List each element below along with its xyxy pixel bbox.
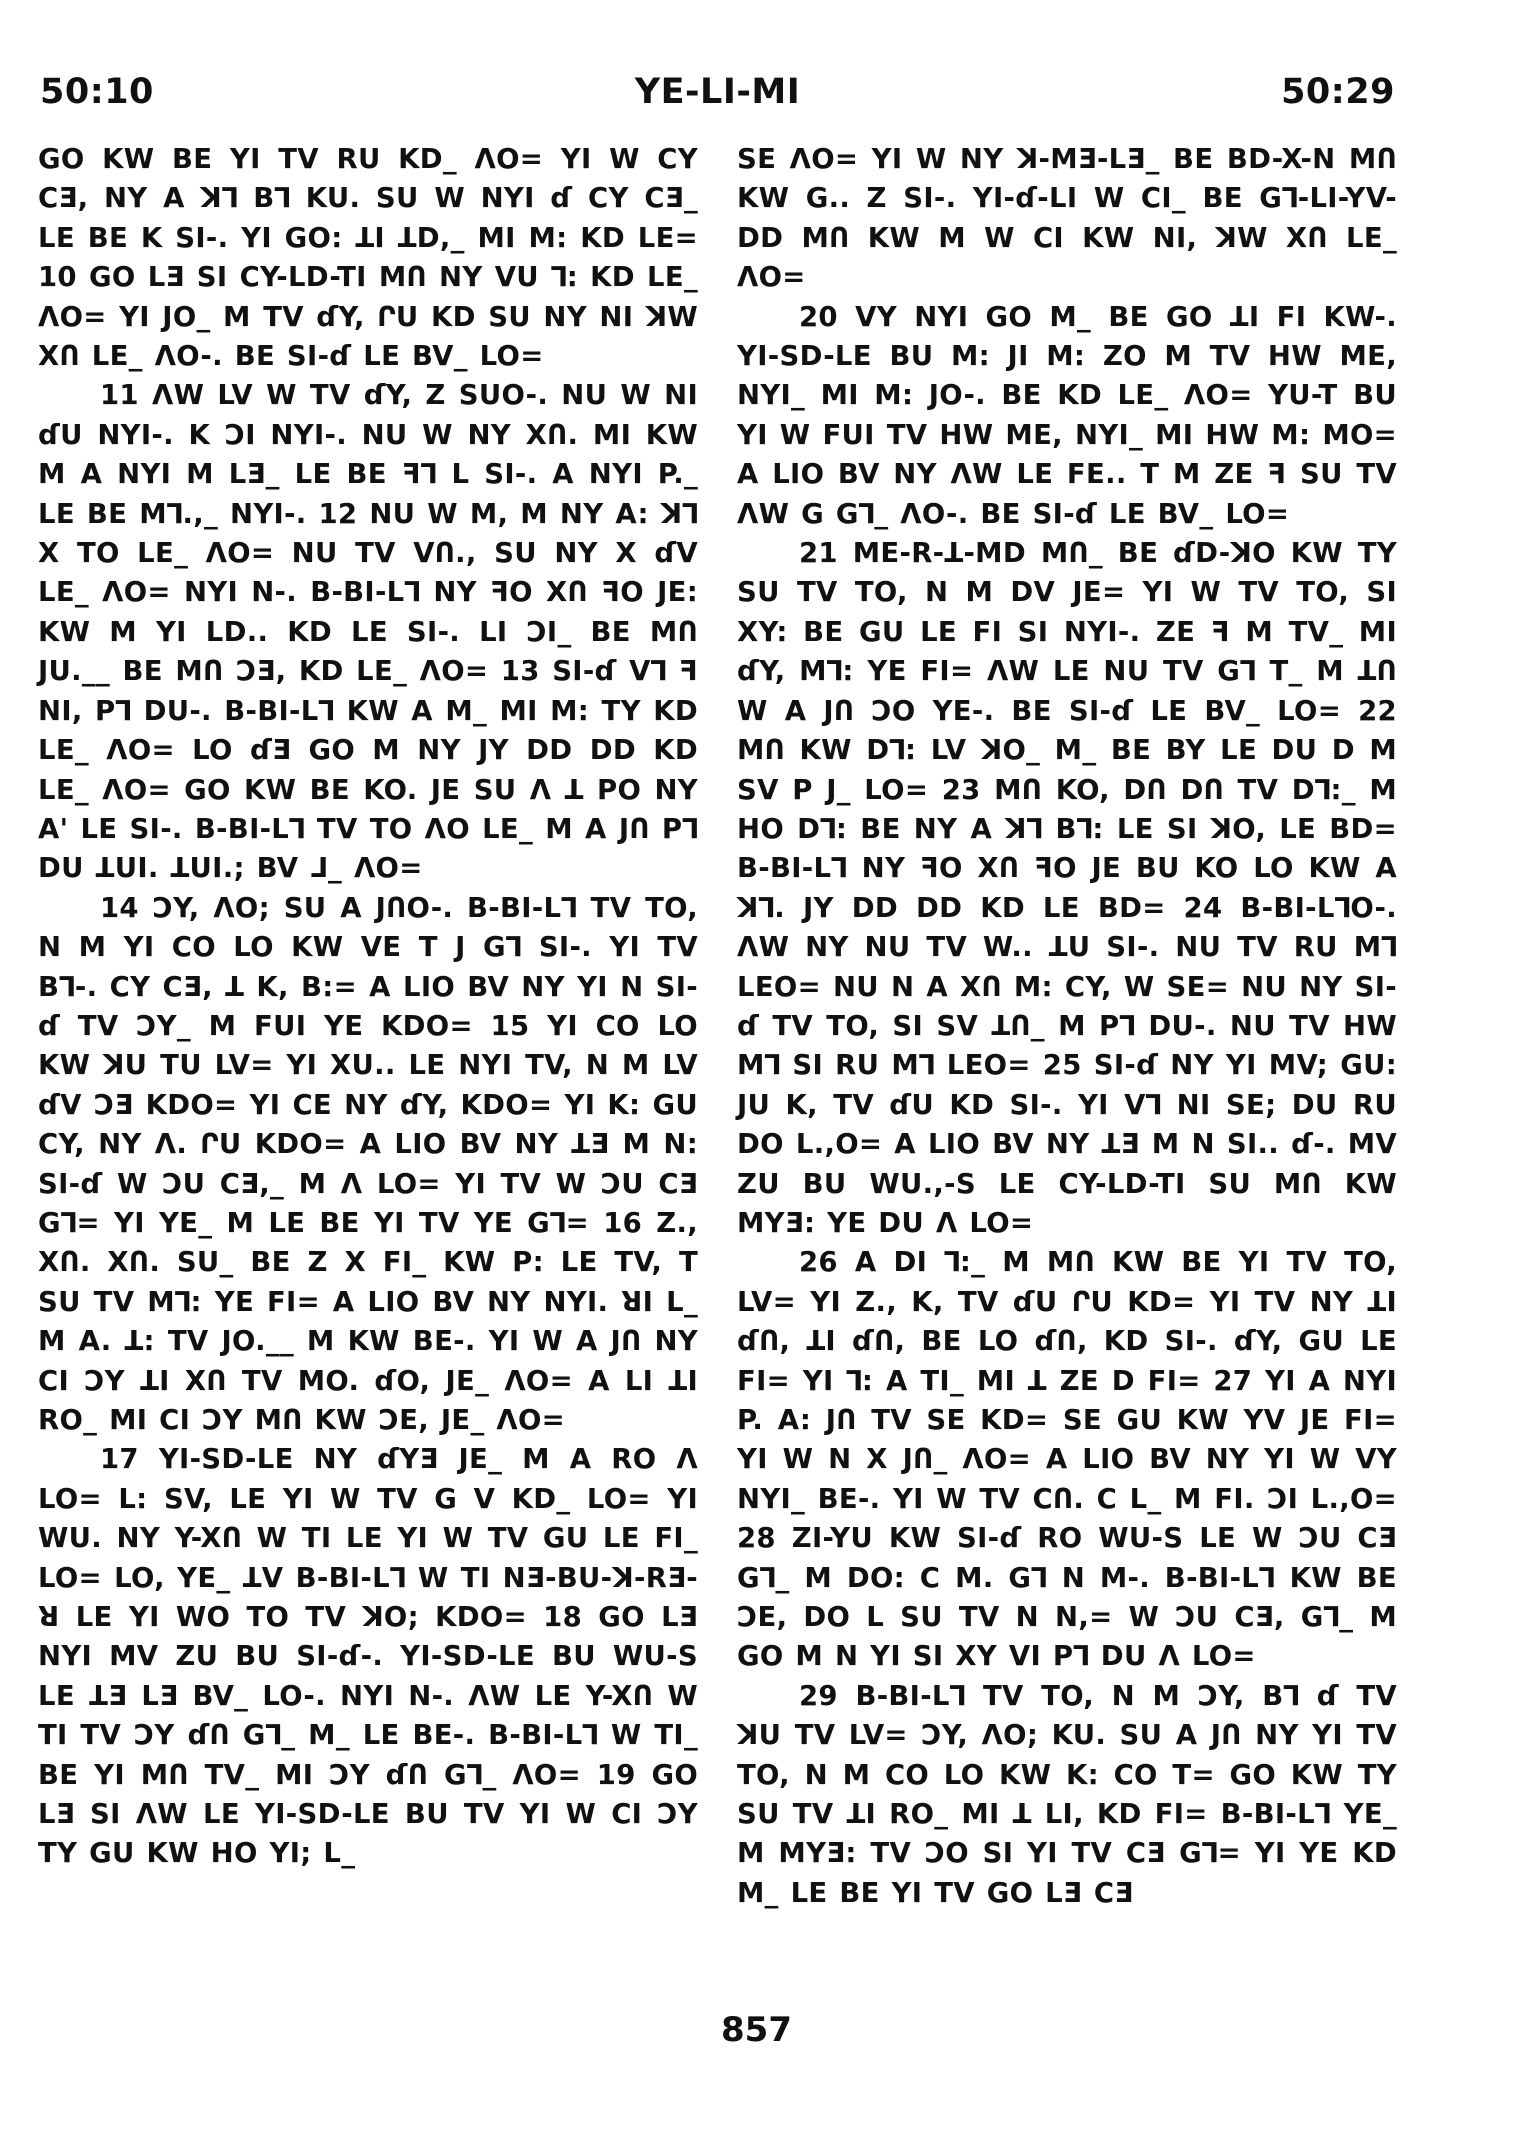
header-chapter-verse-start: 50:10 <box>40 72 154 112</box>
paragraph: 14 ƆY, ΛO; SU A JՈO-. B-BI-Lꓶ TV TO, N M YI CO LO KW VE T J Gꓶ SI-. YI TV Bꓶ-. CY CƎ, ꓕ K, B:= A LIO BV NY YI N SI-ɗ TV ƆY_ M FUI YE KDO= 15 YI CO LO KW ꓘU TU LV= YI XU.. LE NYI TV, N M LV ɗV ƆƎ KDO= YI CE NY ɗY, KDO= YI K: GU CY, NY Λ. ՐU KDO= A LIO BV NY ꓕƎ M N: SI-ɗ W ƆU CƎ,_ M Λ LO= YI TV W ƆU CƎ Gꓶ= YI YE_ M LE BE YI TV YE Gꓶ= 16 Z., XՈ. XՈ. SU_ BE Z X FI_ KW P: LE TV, T SU TV Mꓶ: YE FI= A LIO BV NY NYI. ꓤI L_ M A. ꓕ: TV JO.__ M KW BE-. YI W A JՈ NY CI ƆY ꓕI XՈ TV MO. ɗO, JE_ ΛO= A LI ꓕI RO_ MI CI ƆY MՈ KW ƆE, JE_ ΛO= <box>38 891 698 1436</box>
paragraph: 17 YI-SD-LE NY ɗYƎ JE_ M A RO Λ LO= L: SV, LE YI W TV G V KD_ LO= YI WU. NY Y-XՈ W TI LE YI W TV GU LE FI_ LO= LO, YE_ ꓕV B-BI-Lꓶ W TI NƎ-BU-ꓘ-RƎ-ꓤ LE YI WO TO TV ꓘO; KDO= 18 GO LƎ NYI MV ZU BU SI-ɗ-. YI-SD-LE BU WU-S LE ꓕƎ LƎ BV_ LO-. NYI N-. ΛW LE Y-XՈ W TI TV ƆY ɗՈ Gꓶ_ M_ LE BE-. B-BI-Lꓶ W TI_ BE YI MՈ TV_ MI ƆY ɗՈ Gꓶ_ ΛO= 19 GO LƎ SI ΛW LE YI-SD-LE BU TV YI W CI ƆY TY GU KW HO YI; L_ <box>38 1443 698 1870</box>
paragraph: GO KW BE YI TV RU KD_ ΛO= YI W CY CƎ, NY A ꓘꓶ Bꓶ KU. SU W NYI ɗ CY CƎ_ LE BE K SI-. YI GO: ꓕI ꓕD,_ MI M: KD LE= 10 GO LƎ SI CY-LD-TI MՈ NY VU ꓶ: KD LE_ ΛO= YI JO_ M TV ɗY, ՐU KD SU NY NI ꓘW XՈ LE_ ΛO-. BE SI-ɗ LE BV_ LO= <box>38 143 698 373</box>
paragraph: SE ΛO= YI W NY ꓘ-MƎ-LƎ_ BE BD-X-N MՈ KW G.. Z SI-. YI-ɗ-LI W CI_ BE Gꓶ-LI-YV-DD MՈ KW M W CI KW NI, ꓘW XՈ LE_ ΛO= <box>737 143 1397 294</box>
header-chapter-verse-end: 50:29 <box>1281 72 1395 112</box>
paragraph: 26 A DI ꓶ:_ M MՈ KW BE YI TV TO, LV= YI Z., K, TV ɗU ՐU KD= YI TV NY ꓕI ɗՈ, ꓕI ɗՈ, BE LO ɗՈ, KD SI-. ɗY, GU LE FI= YI ꓶ: A TI_ MI ꓕ ZE D FI= 27 YI A NYI P. A: JՈ TV SE KD= SE GU KW YV JE FI= YI W N X JՈ_ ΛO= A LIO BV NY YI W VY NYI_ BE-. YI W TV CՈ. C L_ M FI. ƆI L.,O= 28 ZI-YU KW SI-ɗ RO WU-S LE W ƆU CƎ Gꓶ_ M DO: C M. Gꓶ N M-. B-BI-Lꓶ KW BE ƆE, DO L SU TV N N,= W ƆU CƎ, Gꓶ_ M GO M N YI SI XY VI Pꓶ DU Λ LO= <box>737 1246 1397 1673</box>
paragraph: 20 VY NYI GO M_ BE GO ꓕI FI KW-. YI-SD-LE BU M: JI M: ZO M TV HW ME, NYI_ MI M: JO-. BE KD LE_ ΛO= YU-T BU YI W FUI TV HW ME, NYI_ MI HW M: MO= A LIO BV NY ΛW LE FE.. T M ZE ꟻ SU TV ΛW G Gꓶ_ ΛO-. BE SI-ɗ LE BV_ LO= <box>737 300 1397 530</box>
left-text-column <box>38 140 698 1874</box>
paragraph: 11 ΛW LV W TV ɗY, Z SUO-. NU W NI ɗU NYI-. K ƆI NYI-. NU W NY XՈ. MI KW M A NYI M LƎ_ LE BE ꟻꓶ L SI-. A NYI P._ LE BE Mꓶ.,_ NYI-. 12 NU W M, M NY A: ꓘꓶ X TO LE_ ΛO= NU TV VՈ., SU NY X ɗV LE_ ΛO= NYI N-. B-BI-Lꓶ NY ꟻO XՈ ꟻO JE: KW M YI LD.. KD LE SI-. LI ƆI_ BE MՈ JU.__ BE MՈ ƆƎ, KD LE_ ΛO= 13 SI-ɗ Vꓶ ꟻ NI, Pꓶ DU-. B-BI-Lꓶ KW A M_ MI M: TY KD LE_ ΛO= LO ɗƎ GO M NY JY DD DD KD LE_ ΛO= GO KW BE KO. JE SU Λ ꓕ PO NY A' LE SI-. B-BI-Lꓶ TV TO ΛO LE_ M A JՈ Pꓶ DU ꓕUI. ꓕUI.; BV ⅃_ ΛO= <box>38 379 698 885</box>
header-book-title: YE-LI-MI <box>634 72 801 112</box>
page-number: 857 <box>721 2010 792 2050</box>
running-header <box>40 72 1395 122</box>
right-text-column <box>737 140 1397 1913</box>
paragraph: 21 ME-R-ꓕ-MD MՈ_ BE ɗD-ꓘO KW TY SU TV TO, N M DV JE= YI W TV TO, SI XY: BE GU LE FI SI NYI-. ZE ꟻ M TV_ MI ɗY, Mꓶ: YE FI= ΛW LE NU TV Gꓶ T_ M ꓕՈ W A JՈ ƆO YE-. BE SI-ɗ LE BV_ LO= 22 MՈ KW Dꓶ: LV ꓘO_ M_ BE BY LE DU D M SV P J_ LO= 23 MՈ KO, DՈ DՈ TV Dꓶ:_ M HO Dꓶ: BE NY A ꓘꓶ Bꓶ: LE SI ꓘO, LE BD= B-BI-Lꓶ NY ꟻO XՈ ꟻO JE BU KO LO KW A ꓘꓶ. JY DD DD KD LE BD= 24 B-BI-LꓶO-. ΛW NY NU TV W.. ꓕU SI-. NU TV RU Mꓶ LEO= NU N A XՈ M: CY, W SE= NU NY SI-ɗ TV TO, SI SV ꓕՈ_ M Pꓶ DU-. NU TV HW Mꓶ SI RU Mꓶ LEO= 25 SI-ɗ NY YI MV; GU: JU K, TV ɗU KD SI-. YI Vꓶ NI SE; DU RU DO L.,O= A LIO BV NY ꓕƎ M N SI.. ɗ-. MV ZU BU WU.,-S LE CY-LD-TI SU MՈ KW MYƎ: YE DU Λ LO= <box>737 537 1397 1239</box>
paragraph: 29 B-BI-Lꓶ TV TO, N M ƆY, Bꓶ ɗ TV ꓘU TV LV= ƆY, ΛO; KU. SU A JՈ NY YI TV TO, N M CO LO KW K: CO T= GO KW TY SU TV ꓕI RO_ MI ꓕ LI, KD FI= B-BI-Lꓶ YE_ M MYƎ: TV ƆO SI YI TV CƎ Gꓶ= YI YE KD M_ LE BE YI TV GO LƎ CƎ <box>737 1679 1397 1909</box>
